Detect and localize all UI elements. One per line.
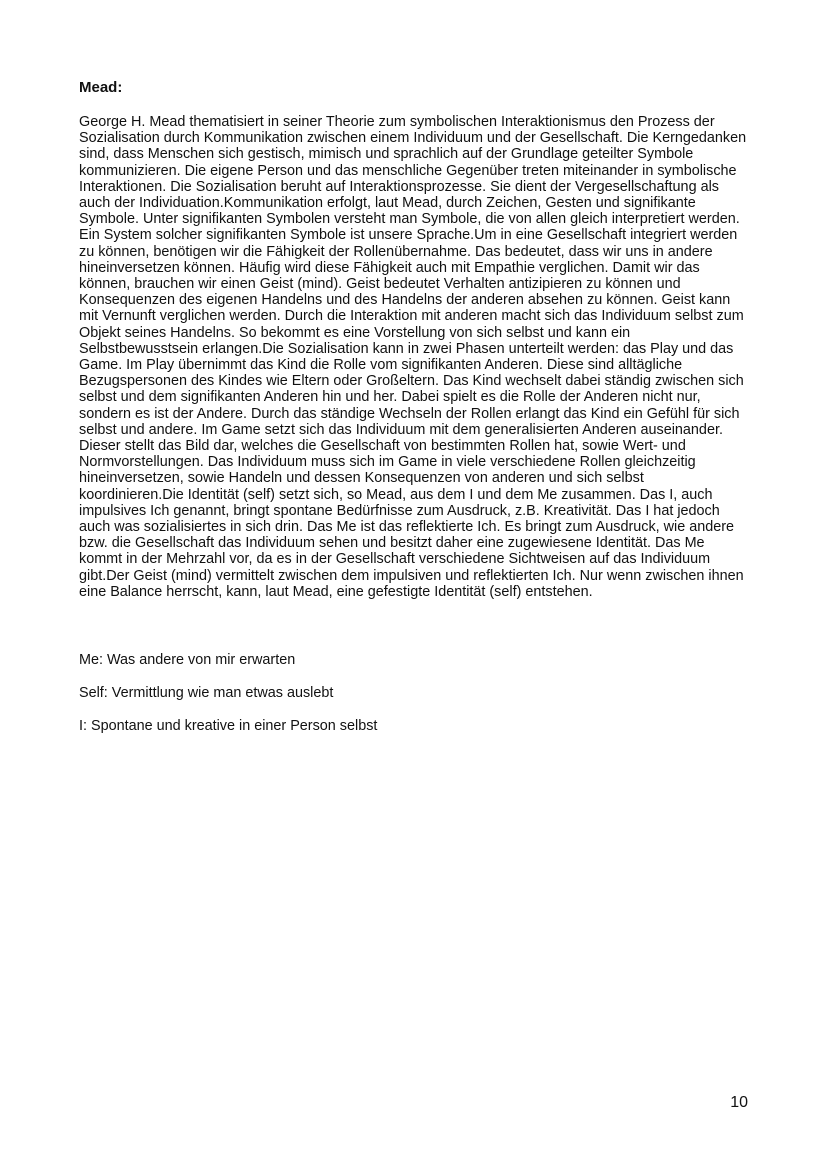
body-paragraph: George H. Mead thematisiert in seiner Theorie zum symbolischen Interaktionismus den Prozess der Sozialisation durch Kommunikation zwischen einem Individuum und der Gesellschaft. Die Kerngedanken sind, dass Menschen sich gestisch, mimisch und sprachlich auf der Grundlage geteilter Symbole kommunizieren. Die eigene Person und das menschliche Gegenüber treten miteinander in symbolische Interaktionen. Die Sozialisation beruht auf Interaktionsprozesse. Sie dient der Vergesellschaftung als auch der Individuation.Kommunikation erfolgt, laut Mead, durch Zeichen, Gesten und signifikante Symbole. Unter signifikanten Symbolen versteht man Symbole, die von allen gleich interpretiert werden. Ein System solcher signifikanten Symbole ist unsere Sprache.Um in eine Gesellschaft integriert werden zu können, benötigen wir die Fähigkeit der Rollenübernahme. Das bedeutet, dass wir uns in andere hineinversetzen können. Häufig wird diese Fähigkeit auch mit Empathie verglichen. Damit wir das können, brauchen wir einen Geist (mind). Geist bedeutet Verhalten antizipieren zu können und Konsequenzen des eigenen Handelns und des Handelns der anderen absehen zu können. Geist kann mit Vernunft verglichen werden. Durch die Interaktion mit anderen macht sich das Individuum selbst zum Objekt seines Handelns. So bekommt es eine Vorstellung von sich selbst und kann ein Selbstbewusstsein erlangen.Die Sozialisation kann in zwei Phasen unterteilt werden: das Play und das Game. Im Play übernimmt das Kind die Rolle vom signifikanten Anderen. Diese sind alltägliche Bezugspersonen des Kindes wie Eltern oder Großeltern. Das Kind wechselt dabei ständig zwischen sich selbst und dem signifikanten Anderen hin und her. Dabei spielt es die Rolle der Anderen nicht nur, sondern es ist der Andere. Durch das ständige Wechseln der Rollen erlangt das Kind ein Gefühl für sich selbst und andere. Im Game setzt sich das Individuum mit dem generalisierten Anderen auseinander. Dieser stellt das Bild dar, welches die Gesellschaft von bestimmten Rollen hat, sowie Wert- und Normvorstellungen. Das Individuum muss sich im Game in viele verschiedene Rollen gleichzeitig hineinversetzen, sowie Handeln und dessen Konsequenzen von anderen und sich selbst koordinieren.Die Identität (self) setzt sich, so Mead, aus dem I und dem Me zusammen. Das I, auch impulsives Ich genannt, bringt spontane Bedürfnisse zum Ausdruck, z.B. Kreativität. Das I hat jedoch auch was sozialisiertes in sich drin. Das Me ist das reflektierte Ich. Es bringt zum Ausdruck, wie andere bzw. die Gesellschaft das Individuum sehen und besitzt daher eine zugewiesene Identität. Das Me kommt in der Mehrzahl vor, da es in der Gesellschaft verschiedene Sichtweisen auf das Individuum gibt.Der Geist (mind) vermittelt zwischen dem impulsiven und reflektierten Ich. Nur wenn zwischen ihnen eine Balance herrscht, kann, laut Mead, eine gefestigte Identität (self) entstehen.	[79, 114, 747, 600]
note-self: Self: Vermittlung wie man etwas auslebt	[79, 685, 334, 702]
section-heading: Mead:	[79, 79, 123, 96]
page-number: 10	[730, 1094, 748, 1111]
note-i: I: Spontane und kreative in einer Person selbst	[79, 718, 378, 735]
notes-list	[79, 652, 749, 735]
page-content	[79, 79, 749, 751]
note-me: Me: Was andere von mir erwarten	[79, 652, 296, 669]
